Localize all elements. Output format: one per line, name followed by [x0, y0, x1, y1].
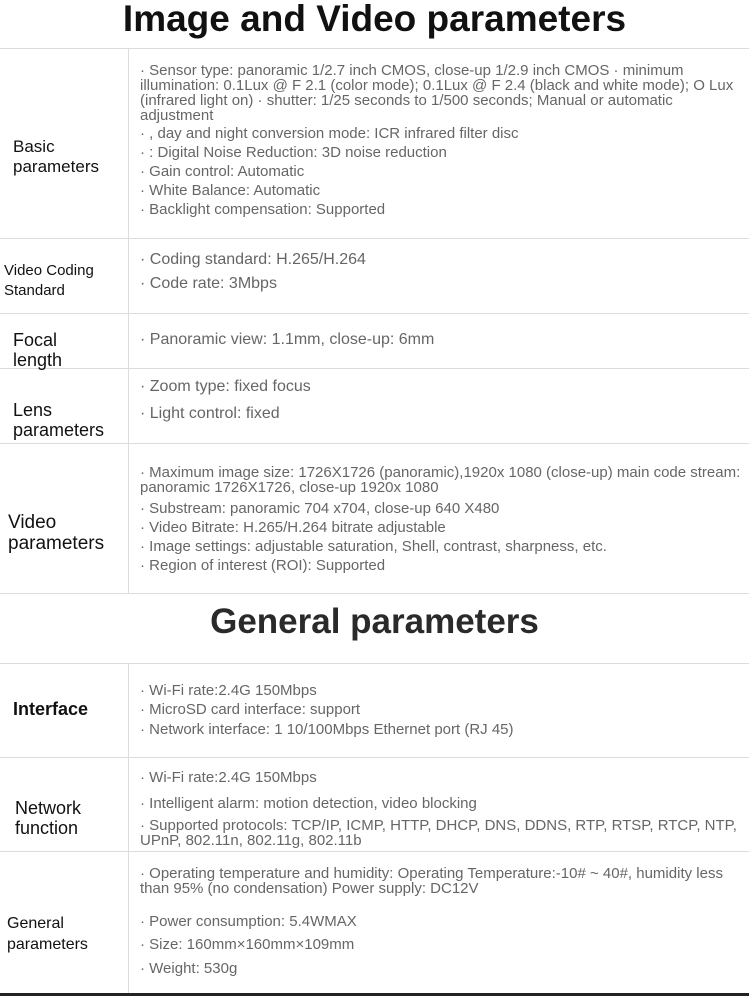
spec-item: · Wi-Fi rate:2.4G 150Mbps [140, 682, 317, 699]
divider [0, 593, 749, 594]
spec-item: · Operating temperature and humidity: Operating Temperature:-10# ~ 40#, humidity less than 95% (no condensation) Power supply: DC12V [140, 865, 728, 897]
spec-item: · Weight: 530g [140, 960, 238, 977]
column-divider [128, 663, 129, 993]
section-title-general: General parameters [210, 602, 539, 641]
spec-item: · , day and night conversion mode: ICR infrared filter disc [140, 125, 519, 142]
row-label-network: Network function [15, 798, 82, 838]
spec-item: · Video Bitrate: H.265/H.264 bitrate adjustable [140, 519, 446, 536]
column-divider [128, 48, 129, 593]
spec-item: · Light control: fixed [140, 405, 280, 422]
row-label-general: General parameters [7, 915, 88, 953]
divider [0, 757, 749, 758]
divider [0, 663, 749, 664]
spec-item: · Coding standard: H.265/H.264 [140, 251, 366, 268]
divider [0, 851, 749, 852]
spec-item: · Image settings: adjustable saturation, Shell, contrast, sharpness, etc. [140, 538, 607, 555]
spec-item: · Supported protocols: TCP/IP, ICMP, HTTP, DHCP, DNS, DDNS, RTP, RTSP, RTCP, NTP, UPnP, 802.11n, 802.11g, 802.11b [140, 817, 742, 849]
section-title-image-video: Image and Video parameters [122, 0, 627, 39]
spec-item: · Backlight compensation: Supported [140, 201, 386, 218]
spec-item: · Wi-Fi rate:2.4G 150Mbps [140, 769, 317, 786]
divider [0, 48, 749, 49]
spec-item: · Intelligent alarm: motion detection, video blocking [140, 795, 477, 812]
spec-item: · Code rate: 3Mbps [140, 275, 277, 292]
divider [0, 368, 749, 369]
spec-item: · Zoom type: fixed focus [140, 378, 311, 395]
spec-item: · Power consumption: 5.4WMAX [140, 913, 357, 930]
spec-item: · Substream: panoramic 704 x704, close-up 640 X480 [140, 500, 500, 517]
spec-item: · Network interface: 1 10/100Mbps Ethernet port (RJ 45) [140, 721, 514, 738]
row-label-lens: Lens parameters [13, 400, 105, 440]
row-label-video: Video parameters [8, 512, 105, 554]
row-label-interface: Interface [13, 699, 89, 719]
spec-item: · Gain control: Automatic [140, 163, 305, 180]
spec-item: · Region of interest (ROI): Supported [140, 557, 386, 574]
spec-item: · Size: 160mm×160mm×109mm [140, 936, 355, 953]
row-label-focal: Focal length [13, 330, 63, 370]
spec-item: · : Digital Noise Reduction: 3D noise reduction [140, 144, 447, 161]
divider [0, 238, 749, 239]
spec-item: · Maximum image size: 1726X1726 (panoramic),1920x 1080 (close-up) main code stream: panoramic 1726X1726, close-up 1920x 1080 [140, 464, 745, 496]
row-label-basic: Basic parameters [13, 137, 99, 176]
divider [0, 443, 749, 444]
spec-item: · White Balance: Automatic [140, 182, 321, 199]
spec-item: · MicroSD card interface: support [140, 701, 361, 718]
spec-item: · Sensor type: panoramic 1/2.7 inch CMOS, close-up 1/2.9 inch CMOS · minimum illumination: 0.1Lux @ F 2.1 (color mode); 0.1Lux @ F 2.4 (black and white mode); O Lux (infrared light on) · shutter: 1/25 seconds to 1/500 seconds; Manual or automatic adjustment [140, 62, 738, 124]
divider [0, 313, 749, 314]
spec-item: · Panoramic view: 1.1mm, close-up: 6mm [140, 331, 435, 348]
row-label-coding: Video Coding Standard [4, 262, 94, 299]
